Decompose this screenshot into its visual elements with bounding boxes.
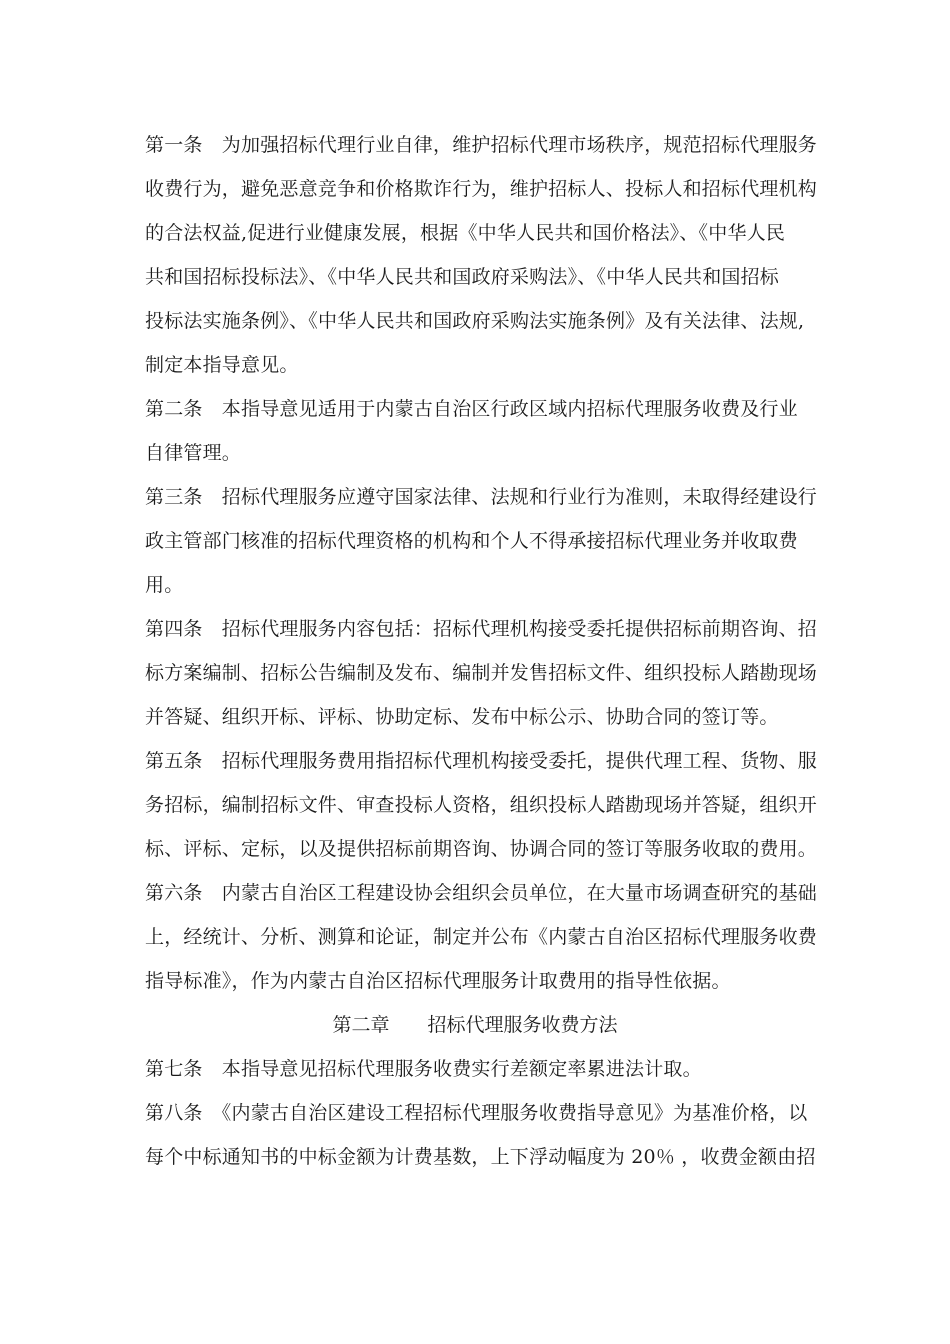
article-1-line-4: 共和国招标投标法》、《中华人民共和国政府采购法》、《中华人民共和国招标 — [145, 266, 780, 288]
article-4-line-3: 并答疑、组织开标、评标、协助定标、发布中标公示、协助合同的签订等。 — [145, 706, 779, 728]
article-5-line-3: 标、评标、定标，以及提供招标前期咨询、协调合同的签订等服务收取的费用。 — [145, 838, 818, 860]
article-3-line-2: 政主管部门核准的招标代理资格的机构和个人不得承接招标代理业务并收取费 — [145, 530, 798, 552]
article-1-line-2: 收费行为，避免恶意竞争和价格欺诈行为，维护招标人、投标人和招标代理机构 — [145, 178, 818, 200]
article-1-line-6: 制定本指导意见。 — [145, 354, 299, 376]
article-5-line-2: 务招标，编制招标文件、审查投标人资格，组织投标人踏勘现场并答疑，组织开 — [145, 794, 818, 816]
article-1-line-3: 的合法权益,促进行业健康发展，根据《中华人民共和国价格法》、《中华人民 — [145, 222, 786, 244]
article-6-line-1: 第六条 内蒙古自治区工程建设协会组织会员单位，在大量市场调查研究的基础 — [145, 882, 818, 904]
article-3-line-1: 第三条 招标代理服务应遵守国家法律、法规和行业行为准则，未取得经建设行 — [145, 486, 818, 508]
article-4-line-2: 标方案编制、招标公告编制及发布、编制并发售招标文件、组织投标人踏勘现场 — [145, 662, 818, 684]
article-8-line-1: 第八条 《内蒙古自治区建设工程招标代理服务收费指导意见》为基准价格，以 — [145, 1102, 808, 1124]
article-8-line-2: 每个中标通知书的中标金额为计费基数，上下浮动幅度为 20％ ，收费金额由招 — [145, 1146, 816, 1168]
article-5-line-1: 第五条 招标代理服务费用指招标代理机构接受委托，提供代理工程、货物、服 — [145, 750, 818, 772]
article-7-line-1: 第七条 本指导意见招标代理服务收费实行差额定率累进法计取。 — [145, 1058, 702, 1080]
article-4-line-1: 第四条 招标代理服务内容包括：招标代理机构接受委托提供招标前期咨询、招 — [145, 618, 818, 640]
article-1-line-5: 投标法实施条例》、《中华人民共和国政府采购法实施条例》及有关法律、法规, — [145, 310, 805, 332]
chapter-2-heading: 第二章 招标代理服务收费方法 — [332, 1014, 618, 1036]
article-2-line-1: 第二条 本指导意见适用于内蒙古自治区行政区域内招标代理服务收费及行业 — [145, 398, 798, 420]
article-2-line-2: 自律管理。 — [145, 442, 242, 464]
article-6-line-2: 上，经统计、分析、测算和论证，制定并公布《内蒙古自治区招标代理服务收费 — [145, 926, 818, 948]
article-6-line-3: 指导标准》，作为内蒙古自治区招标代理服务计取费用的指导性依据。 — [145, 970, 731, 992]
article-1-line-1: 第一条 为加强招标代理行业自律，维护招标代理市场秩序，规范招标代理服务 — [145, 134, 818, 156]
article-3-line-3: 用。 — [145, 574, 184, 596]
